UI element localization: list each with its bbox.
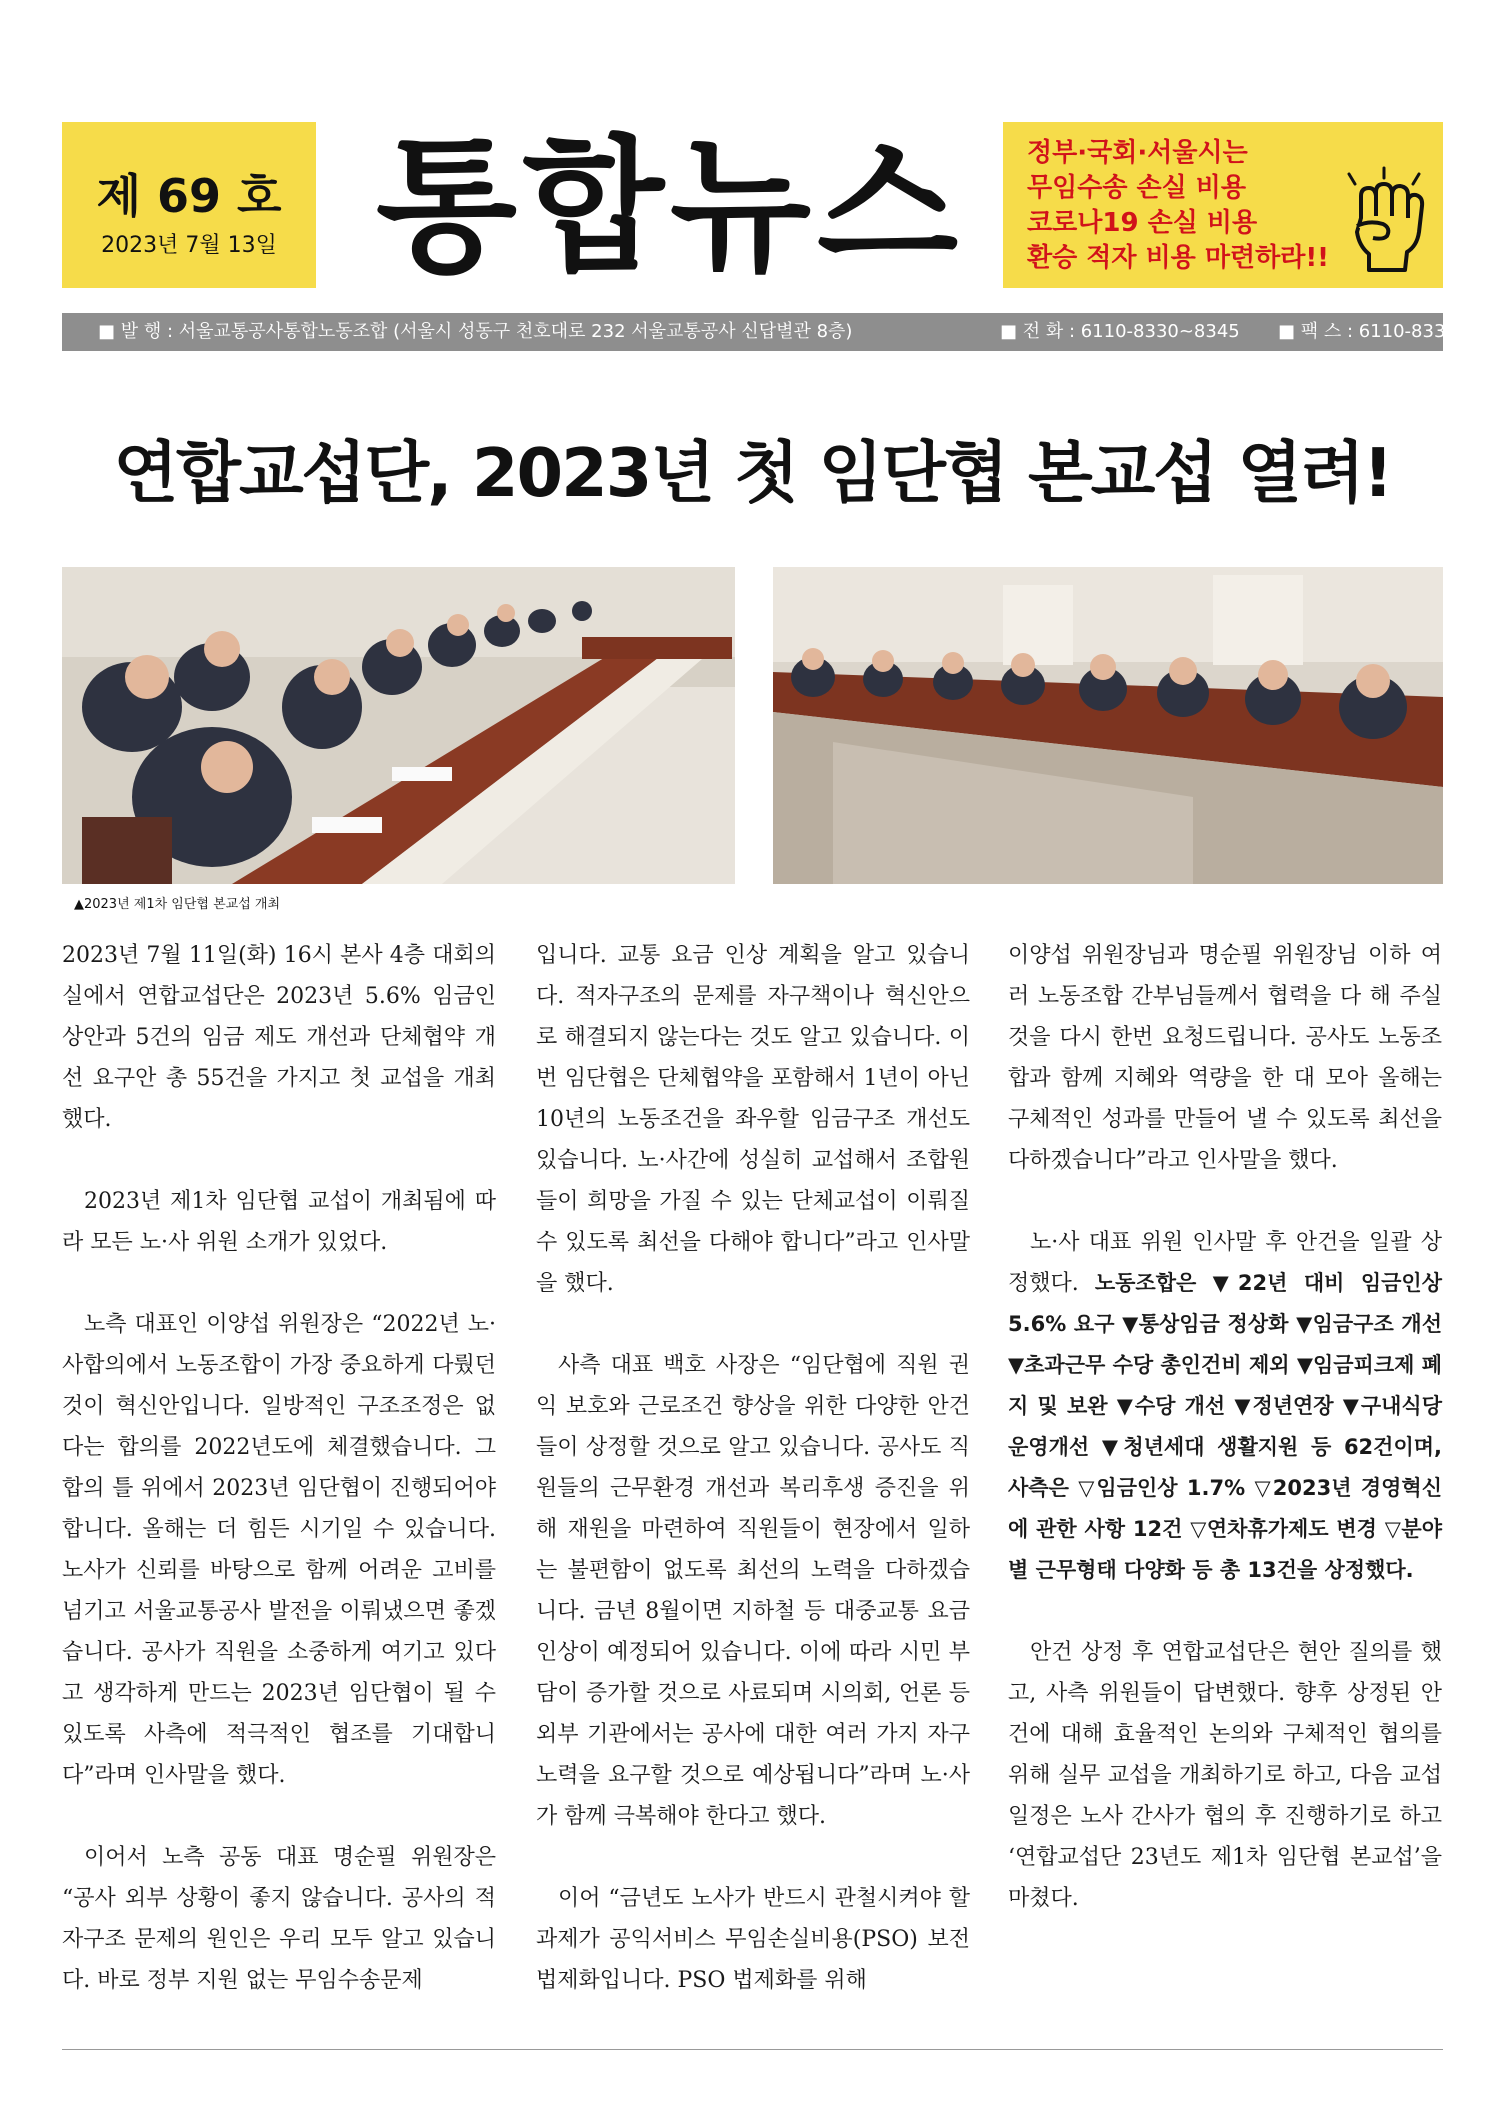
article-paragraph: 이어서 노측 공동 대표 명순필 위원장은 “공사 외부 상황이 좋지 않습니다. 공사의 적자구조 문제의 원인은 우리 모두 알고 있습니다. 바로 정부 지원 없는 무임수송문제 bbox=[62, 1845, 496, 1993]
article-paragraph: 2023년 7월 11일(화) 16시 본사 4층 대회의실에서 연합교섭단은 2023년 5.6% 임금인상안과 5건의 임금 제도 개선과 단체협약 개선 요구안 총 55건을 가지고 첫 교섭을 개최했다. bbox=[62, 943, 496, 1132]
issue-number: 제 69 호 bbox=[96, 169, 282, 223]
meeting-photo-right bbox=[773, 567, 1443, 884]
article-paragraph: 사측 대표 백호 사장은 “임단협에 직원 권익 보호와 근로조건 향상을 위한 다양한 안건들이 상정할 것으로 알고 있습니다. 공사도 직원들의 근무환경 개선과 복리후생 증진을 위해 재원을 마련하여 직원들이 현장에서 일하는 불편함이 없도록 최선의 노력을 다하겠습니다. 금년 8월이면 지하철 등 대중교통 요금 인상이 예정되어 있습니다. 이에 따라 시민 부담이 증가할 것으로 사료되며 시의회, 언론 등 외부 기관에서는 공사에 대한 여러 가지 자구노력을 요구할 것으로 예상됩니다”라며 노·사가 함께 극복해야 한다고 했다. bbox=[536, 1353, 970, 1829]
main-headline: 연합교섭단, 2023년 첫 임단협 본교섭 열려! bbox=[113, 434, 1392, 512]
article-paragraph: 이어 “금년도 노사가 반드시 관철시켜야 할 과제가 공익서비스 무임손실비용(PSO) 보전 법제화입니다. PSO 법제화를 위해 bbox=[536, 1886, 970, 1993]
article-column-3 bbox=[1008, 935, 1442, 1960]
phone-info: ■ 전 화 : 6110-8330~8345 bbox=[1000, 321, 1240, 342]
article-column-1 bbox=[62, 935, 496, 2042]
slogan-line: 정부·국회·서울시는 bbox=[1027, 138, 1248, 168]
photo-caption: ▲2023년 제1차 임단협 본교섭 개최 bbox=[74, 897, 281, 912]
article-paragraph: 안건 상정 후 연합교섭단은 현안 질의를 했고, 사측 위원들이 답변했다. 향후 상정된 안건에 대해 효율적인 논의와 구체적인 협의를 위해 실무 교섭을 개최하기로 하고, 다음 교섭 일정은 노사 간사가 협의 후 진행하기로 하고 ‘연합교섭단 23년도 제1차 임단협 본교섭’을 마쳤다. bbox=[1008, 1640, 1442, 1911]
publisher-info-bar bbox=[62, 313, 1457, 351]
article-column-2 bbox=[536, 935, 970, 2042]
slogan-box bbox=[1003, 122, 1443, 288]
article-paragraph-agenda bbox=[1008, 1222, 1442, 1591]
article-paragraph: 2023년 제1차 임단협 교섭이 개최됨에 따라 모든 노·사 위원 소개가 있었다. bbox=[62, 1189, 496, 1255]
agenda-list: 노동조합은 ▼22년 대비 임금인상 5.6% 요구 ▼통상임금 정상화 ▼임금구조 개선 ▼초과근무 수당 총인건비 제외 ▼임금피크제 폐지 및 보완 ▼수당 개선 ▼정년연장 ▼구내식당 운영개선 ▼청년세대 생활지원 등 62건이며, 사측은 ▽임금인상 1.7% ▽2023년 경영혁신에 관한 사항 12건 ▽연차휴가제도 변경 ▽분야별 근무형태 다양화 등 총 13건을 상정했다. bbox=[1008, 1271, 1443, 1582]
slogan-line: 환승 적자 비용 마련하라!! bbox=[1027, 243, 1330, 273]
bottom-divider bbox=[62, 2049, 1443, 2050]
article-paragraph: 이양섭 위원장님과 명순필 위원장님 이하 여러 노동조합 간부님들께서 협력을 다 해 주실 것을 다시 한번 요청드립니다. 공사도 노동조합과 함께 지혜와 역량을 한 대 모아 올해는 구체적인 성과를 만들어 낼 수 있도록 최선을 다하겠습니다”라고 인사말을 했다. bbox=[1008, 943, 1442, 1173]
issue-box bbox=[62, 122, 316, 288]
agenda-intro: 노·사 대표 위원 인사말 후 안건을 일괄 상정했다. bbox=[1008, 1230, 1442, 1296]
article-paragraph: 노측 대표인 이양섭 위원장은 “2022년 노·사합의에서 노동조합이 가장 중요하게 다뤘던 것이 혁신안입니다. 일방적인 구조조정은 없다는 합의를 2022년도에 체결했습니다. 그 합의 틀 위에서 2023년 임단협이 진행되어야 합니다. 올해는 더 힘든 시기일 수 있습니다. 노사가 신뢰를 바탕으로 함께 어려운 고비를 넘기고 서울교통공사 발전을 이뤄냈으면 좋겠습니다. 공사가 직원을 소중하게 여기고 있다고 생각하게 만드는 2023년 임단협이 될 수 있도록 사측에 적극적인 협조를 기대합니다”라며 인사말을 했다. bbox=[62, 1312, 496, 1788]
publisher-info: ■ 발 행 : 서울교통공사통합노동조합 (서울시 성동구 천호대로 232 서울교통공사 신답별관 8층) bbox=[98, 321, 853, 342]
raised-fist-icon bbox=[1339, 166, 1429, 276]
fax-info: ■ 팩 스 : 6110-8339 bbox=[1278, 321, 1457, 342]
meeting-photo-left bbox=[62, 567, 735, 884]
slogan-line: 코로나19 손실 비용 bbox=[1027, 208, 1258, 238]
issue-date: 2023년 7월 13일 bbox=[101, 233, 277, 258]
article-paragraph: 입니다. 교통 요금 인상 계획을 알고 있습니다. 적자구조의 문제를 자구책이나 혁신안으로 해결되지 않는다는 것도 알고 있습니다. 이번 임단협은 단체협약을 포함해서 1년이 아닌 10년의 노동조건을 좌우할 임금구조 개선도 있습니다. 노·사간에 성실히 교섭해서 조합원들이 희망을 가질 수 있는 단체교섭이 이뤄질 수 있도록 최선을 다해야 합니다”라고 인사말을 했다. bbox=[536, 943, 970, 1296]
newspaper-title: 통합뉴스 bbox=[375, 122, 965, 292]
slogan-line: 무임수송 손실 비용 bbox=[1027, 173, 1247, 203]
